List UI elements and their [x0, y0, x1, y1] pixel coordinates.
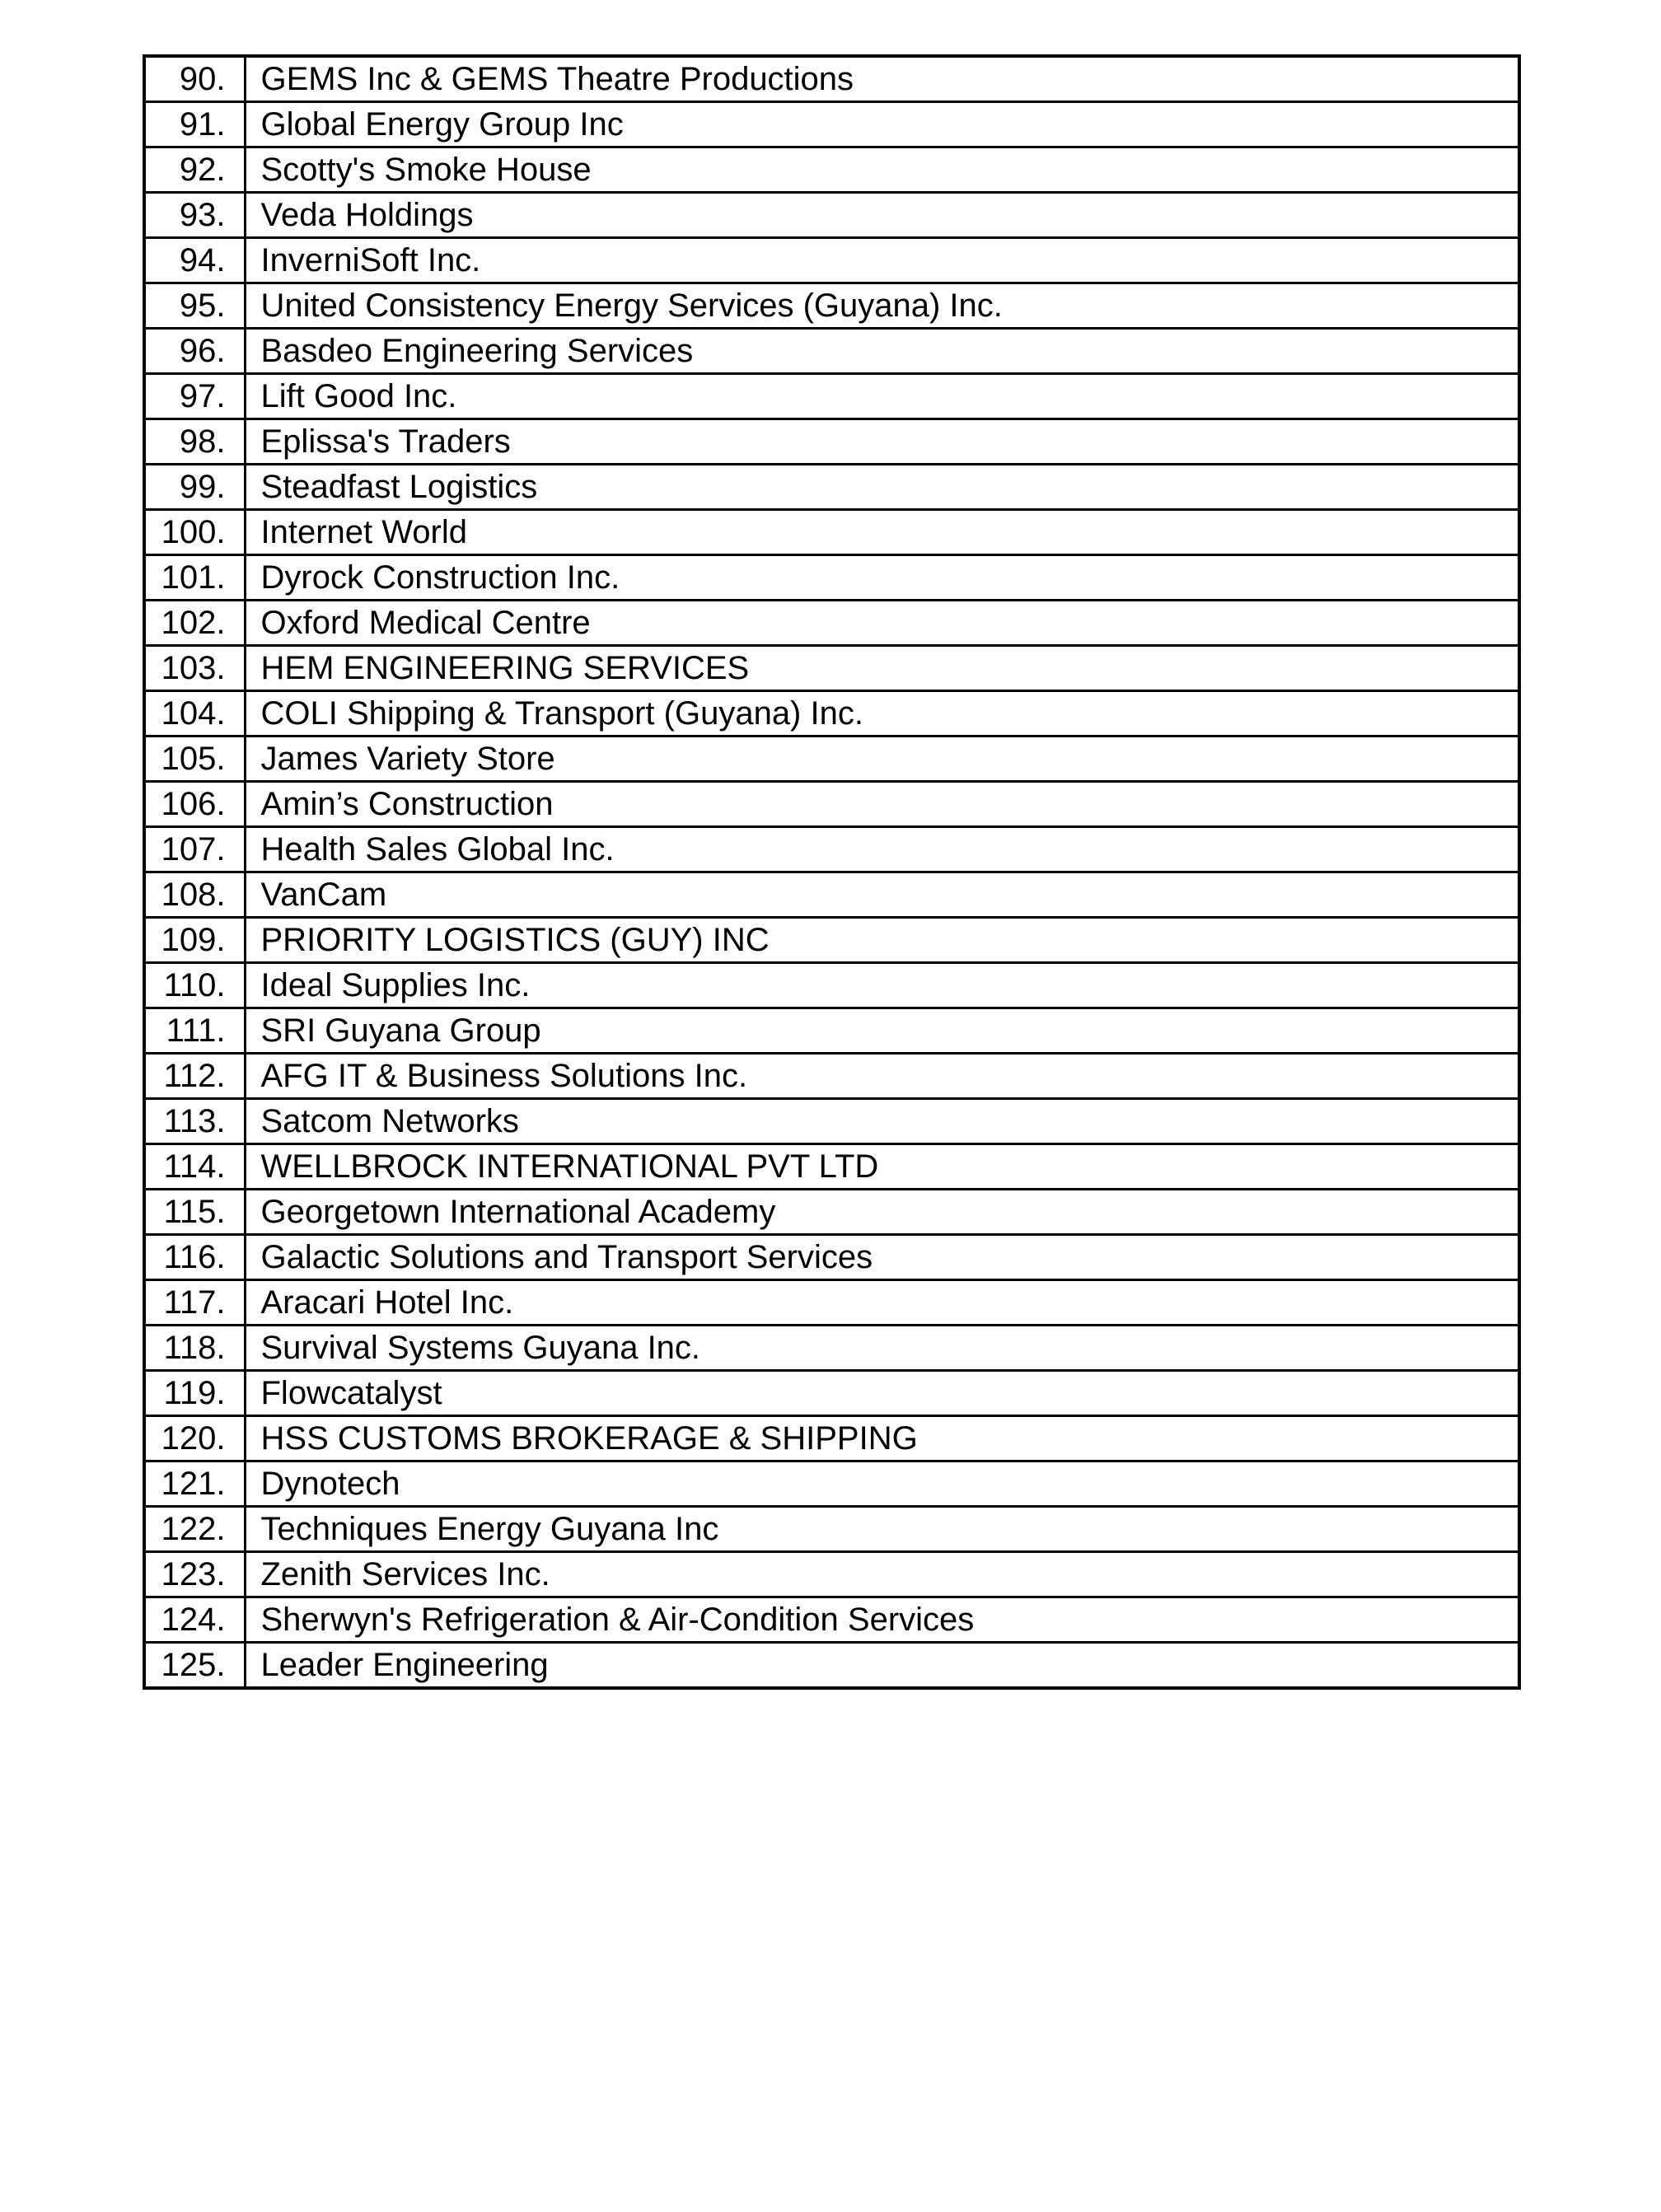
row-number-cell: 118.: [144, 1326, 245, 1371]
row-number-cell: 100.: [144, 510, 245, 555]
row-number-cell: 95.: [144, 283, 245, 329]
row-number-cell: 120.: [144, 1416, 245, 1461]
row-number-cell: 123.: [144, 1552, 245, 1597]
table-row: [144, 872, 1519, 918]
table-row: [144, 102, 1519, 147]
company-name-cell: Techniques Energy Guyana Inc: [245, 1507, 1519, 1552]
table-row: [144, 1099, 1519, 1144]
table-row: [144, 329, 1519, 374]
row-number-cell: 107.: [144, 827, 245, 872]
table-row: [144, 1461, 1519, 1507]
row-number-cell: 93.: [144, 193, 245, 238]
table-row: [144, 691, 1519, 737]
company-name-cell: James Variety Store: [245, 737, 1519, 782]
company-name-cell: United Consistency Energy Services (Guyana) Inc.: [245, 283, 1519, 329]
company-name-cell: Satcom Networks: [245, 1099, 1519, 1144]
table-row: [144, 1597, 1519, 1643]
row-number-cell: 109.: [144, 918, 245, 963]
table-row: [144, 147, 1519, 193]
company-name-cell: Ideal Supplies Inc.: [245, 963, 1519, 1008]
row-number-cell: 101.: [144, 555, 245, 601]
table-row: [144, 782, 1519, 827]
row-number-cell: 108.: [144, 872, 245, 918]
table-row: [144, 1190, 1519, 1235]
row-number-cell: 99.: [144, 465, 245, 510]
table-row: [144, 1326, 1519, 1371]
company-name-cell: Zenith Services Inc.: [245, 1552, 1519, 1597]
company-name-cell: Veda Holdings: [245, 193, 1519, 238]
company-name-cell: Health Sales Global Inc.: [245, 827, 1519, 872]
company-name-cell: HSS CUSTOMS BROKERAGE & SHIPPING: [245, 1416, 1519, 1461]
company-name-cell: AFG IT & Business Solutions Inc.: [245, 1054, 1519, 1099]
table-row: [144, 1280, 1519, 1326]
row-number-cell: 91.: [144, 102, 245, 147]
company-name-cell: Lift Good Inc.: [245, 374, 1519, 419]
company-name-cell: HEM ENGINEERING SERVICES: [245, 646, 1519, 691]
row-number-cell: 96.: [144, 329, 245, 374]
company-name-cell: Internet World: [245, 510, 1519, 555]
company-list-body: [144, 56, 1519, 1688]
company-name-cell: Galactic Solutions and Transport Services: [245, 1235, 1519, 1280]
company-name-cell: Survival Systems Guyana Inc.: [245, 1326, 1519, 1371]
company-name-cell: Dynotech: [245, 1461, 1519, 1507]
row-number-cell: 90.: [144, 56, 245, 102]
row-number-cell: 115.: [144, 1190, 245, 1235]
row-number-cell: 92.: [144, 147, 245, 193]
company-name-cell: GEMS Inc & GEMS Theatre Productions: [245, 56, 1519, 102]
company-name-cell: Dyrock Construction Inc.: [245, 555, 1519, 601]
row-number-cell: 110.: [144, 963, 245, 1008]
table-row: [144, 737, 1519, 782]
row-number-cell: 124.: [144, 1597, 245, 1643]
table-row: [144, 1371, 1519, 1416]
company-name-cell: Scotty's Smoke House: [245, 147, 1519, 193]
row-number-cell: 116.: [144, 1235, 245, 1280]
table-row: [144, 963, 1519, 1008]
table-row: [144, 465, 1519, 510]
company-name-cell: Georgetown International Academy: [245, 1190, 1519, 1235]
table-row: [144, 1507, 1519, 1552]
row-number-cell: 104.: [144, 691, 245, 737]
company-name-cell: Sherwyn's Refrigeration & Air-Condition Services: [245, 1597, 1519, 1643]
row-number-cell: 112.: [144, 1054, 245, 1099]
table-row: [144, 646, 1519, 691]
company-name-cell: Aracari Hotel Inc.: [245, 1280, 1519, 1326]
row-number-cell: 94.: [144, 238, 245, 283]
company-name-cell: Basdeo Engineering Services: [245, 329, 1519, 374]
table-row: [144, 601, 1519, 646]
row-number-cell: 98.: [144, 419, 245, 465]
company-name-cell: SRI Guyana Group: [245, 1008, 1519, 1054]
table-row: [144, 827, 1519, 872]
company-name-cell: COLI Shipping & Transport (Guyana) Inc.: [245, 691, 1519, 737]
table-row: [144, 1416, 1519, 1461]
table-row: [144, 238, 1519, 283]
company-name-cell: PRIORITY LOGISTICS (GUY) INC: [245, 918, 1519, 963]
row-number-cell: 105.: [144, 737, 245, 782]
row-number-cell: 122.: [144, 1507, 245, 1552]
table-row: [144, 374, 1519, 419]
company-name-cell: Amin’s Construction: [245, 782, 1519, 827]
row-number-cell: 111.: [144, 1008, 245, 1054]
table-row: [144, 1235, 1519, 1280]
company-list-table: [143, 54, 1521, 1690]
company-name-cell: Leader Engineering: [245, 1643, 1519, 1689]
row-number-cell: 125.: [144, 1643, 245, 1689]
company-name-cell: Global Energy Group Inc: [245, 102, 1519, 147]
company-name-cell: VanCam: [245, 872, 1519, 918]
company-name-cell: Oxford Medical Centre: [245, 601, 1519, 646]
table-row: [144, 419, 1519, 465]
row-number-cell: 106.: [144, 782, 245, 827]
company-name-cell: InverniSoft Inc.: [245, 238, 1519, 283]
row-number-cell: 97.: [144, 374, 245, 419]
table-row: [144, 1643, 1519, 1689]
table-row: [144, 1008, 1519, 1054]
company-name-cell: Eplissa's Traders: [245, 419, 1519, 465]
table-row: [144, 56, 1519, 102]
row-number-cell: 103.: [144, 646, 245, 691]
row-number-cell: 113.: [144, 1099, 245, 1144]
company-name-cell: Steadfast Logistics: [245, 465, 1519, 510]
table-row: [144, 283, 1519, 329]
row-number-cell: 117.: [144, 1280, 245, 1326]
table-row: [144, 1054, 1519, 1099]
table-row: [144, 1144, 1519, 1190]
table-row: [144, 193, 1519, 238]
table-row: [144, 510, 1519, 555]
row-number-cell: 119.: [144, 1371, 245, 1416]
row-number-cell: 114.: [144, 1144, 245, 1190]
row-number-cell: 121.: [144, 1461, 245, 1507]
table-row: [144, 918, 1519, 963]
company-name-cell: WELLBROCK INTERNATIONAL PVT LTD: [245, 1144, 1519, 1190]
company-name-cell: Flowcatalyst: [245, 1371, 1519, 1416]
table-row: [144, 555, 1519, 601]
row-number-cell: 102.: [144, 601, 245, 646]
table-row: [144, 1552, 1519, 1597]
